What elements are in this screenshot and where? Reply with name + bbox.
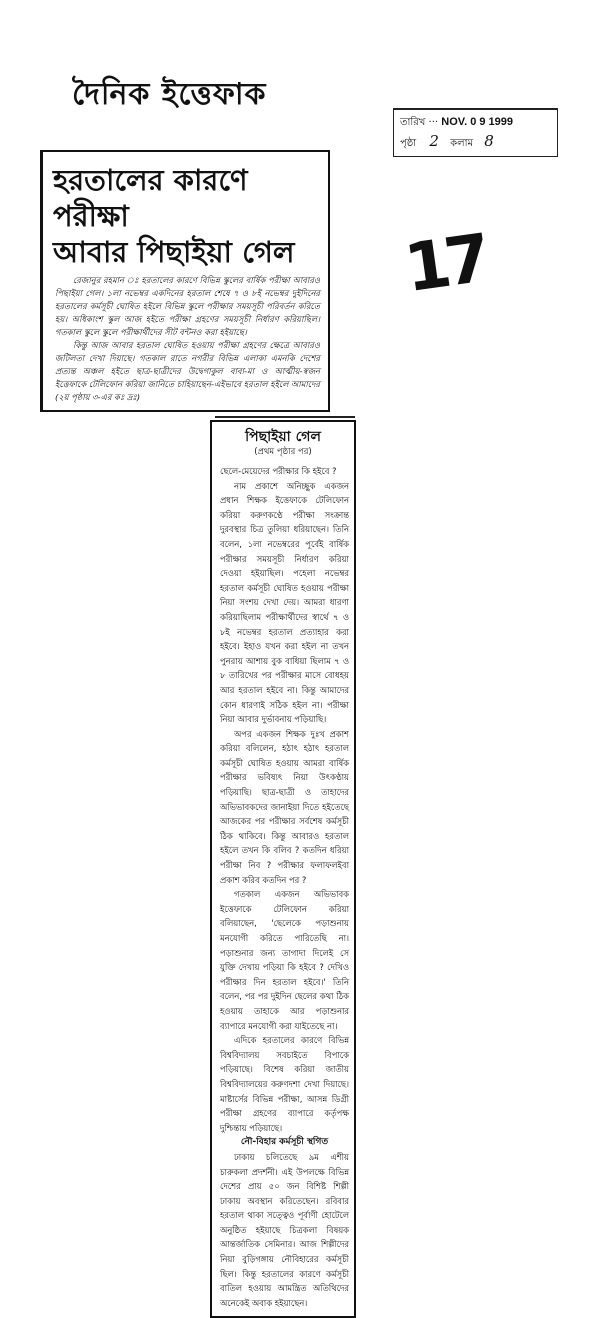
paragraph: ছেলে-মেয়েদের পরীক্ষার কি হইবে ?: [220, 466, 337, 476]
headline-line-1: হরতালের কারণে পরীক্ষা: [53, 163, 248, 233]
continued-article-clipping: [210, 420, 356, 1318]
clipping-reference-stamp: [393, 108, 558, 157]
date-label: তারিখ: [400, 117, 426, 128]
paragraph: এদিকে হরতালের কারণে বিভিন্ন বিশ্ববিদ্যালয় সবচাইতে বিপাকে পড়িয়াছে। বিশেষ করিয়া জাতীয় বিশ্ববিদ্যালয়ের করুণদশা দেখা দিয়াছে। মাষ্টার্সের বিভিন্ন পরীক্ষা, আসন্ন ডিগ্রী পরীক্ষা গ্রহণের ব্যাপারে কর্তৃপক্ষ দুশ্চিন্তায় পড়িয়াছে।: [220, 1035, 349, 1133]
article-body: [220, 464, 349, 1310]
date-value: NOV. 0 9 1999: [441, 116, 514, 128]
page-label: পৃষ্ঠা: [400, 138, 417, 149]
headline-line-2: আবার পিছাইয়া গেল: [53, 235, 295, 269]
date-row: তারিখ ··· NOV. 0 9 1999: [400, 116, 514, 128]
page-column-row: [400, 132, 553, 153]
continued-subtitle: (প্রথম পৃষ্ঠার পর): [254, 447, 312, 457]
article-body: [55, 274, 320, 404]
paragraph: রেজানুর রহমান ঃ হরতালের কারণে বিভিন্ন স্কুলের বার্ষিক পরীক্ষা আবারও পিছাইয়া গেল। ১লা নভেম্বর একদিনের হরতাল শেষে ৭ ও ৮ই নভেম্বর দুইদিনের হরতালের কর্মসূচী ঘোষিত হইলে বিভিন্ন স্কুলে পরীক্ষার সময়সূচী পরিবর্তন করিতে হয়। অধিকাংশ স্কুল আজ হইতে পরীক্ষা গ্রহণের সময়সূচী নির্ধারণ করিয়াছিল। গতকাল স্কুলে স্কুলে পরীক্ষার্থীদের সীট বন্টনও করা হইয়াছে।: [55, 275, 320, 337]
column-value: 8: [484, 132, 494, 150]
front-page-article-clipping: [40, 150, 330, 412]
article-headline: [53, 162, 322, 270]
paragraph: ঢাকায় চলিতেছে ৯ম এশীয় চারুকলা প্রদর্শনী। এই উপলক্ষে বিভিন্ন দেশের প্রায় ৫০ জন বিশিষ্ট শিল্পী ঢাকায় অবস্থান করিতেছেন। রবিবার হরতাল থাকা সত্ত্বেও পূর্বাণী হোটেলে অনুষ্ঠিত হইয়াছে চিত্রকলা বিষয়ক আন্তর্জাতিক সেমিনার। আজ শিল্পীদের নিয়া বুড়িগঙ্গায় নৌবিহারের কর্মসূচী ছিল। কিন্তু হরতালের কারণে কর্মসূচী বাতিল হওয়ায় আমন্ত্রিত অতিথিদের অনেকেই অবাক হইয়াছেন।: [220, 1151, 349, 1308]
newspaper-masthead: দৈনিক ইত্তেফাক: [72, 77, 267, 112]
clippings-column: [40, 150, 360, 1318]
paragraph: অপর একজন শিক্ষক দুঃখ প্রকাশ করিয়া বলিলেন, হঠাৎ হঠাৎ হরতাল কর্মসূচী ঘোষিত হওয়ায় আমরা বার্ষিক পরীক্ষার ভবিষ্যৎ নিয়া উৎকণ্ঠায় পড়িয়াছি। ছাত্র-ছাত্রী ও তাহাদের অভিভাবকদের জানাইয়া দিতে হইতেছে আজকের পর পরীক্ষার সর্বশেষ কর্মসূচী ঠিক থাকিবে। কিন্তু আবারও হরতাল হইলে তখন কি বলিব ? কতদিন ধরিয়া পরীক্ষা নিব ? পরীক্ষার ফলাফলইবা প্রকাশ করিব কতদিন পর ?: [220, 728, 349, 885]
handwritten-number: 17: [400, 219, 490, 308]
paragraph: কিন্তু আজ আবার হরতাল ঘোষিত হওয়ায় পরীক্ষা গ্রহণের ক্ষেত্রে আবারও জটিলতা দেখা দিয়াছে। গতকাল রাতে নগরীর বিভিন্ন এলাকা এমনকি দেশের প্রত্যন্ত অঞ্চল হইতে ছাত্র-ছাত্রীদের উদ্বেগাকুল বাবা-মা ও আত্মীয়-স্বজন ইত্তেফাকে টেলিফোন করিয়া জানিতে চাহিয়াছেন-এইভাবে হরতাল হইলে আমাদের (২য় পৃষ্ঠায় ৩-এর কঃ দ্রঃ): [55, 340, 320, 402]
continued-title: পিছাইয়া গেল: [245, 429, 321, 445]
subheading: নৌ-বিহার কর্মসূচী স্থগিত: [240, 1137, 329, 1148]
page-value: 2: [429, 132, 439, 150]
paragraph: নাম প্রকাশে অনিচ্ছুক একজন প্রধান শিক্ষক ইত্তেফাকে টেলিফোন করিয়া করুণকণ্ঠে পরীক্ষা সংক্রান্ত দুরবস্থার চিত্র তুলিয়া ধরিয়াছেন। তিনি বলেন, ১লা নভেম্বরের পূর্বেই বার্ষিক পরীক্ষার সময়সূচী নির্ধারণ করিয়া দেওয়া হইয়াছিল। পহেলা নভেম্বর হরতাল কর্মসূচী ঘোষিত হওয়ায় পরীক্ষা নিয়া সংশয় দেখা দেয়। আমরা ধারণা করিয়াছিলাম পরীক্ষার্থীদের স্বার্থে ৭ ও ৮ই নভেম্বর হরতাল প্রত্যাহার করা হইবে। ইহাও যখন করা হইল না তখন পুনরায় আশায় বুক বাধিয়া ছিলাম ৭ ও ৮ তারিখের পর পরীক্ষার মাসে বোধহয় আর হরতাল হইবে না। কিন্তু আমাদের কোন ধারণাই সঠিক হইল না। পরীক্ষা নিয়া আবার দুর্ভাবনায় পড়িয়াছি।: [220, 480, 349, 725]
column-label: কলাম: [450, 138, 474, 149]
divider: [215, 416, 355, 418]
paragraph: গতকাল একজন অভিভাবক ইত্তেফাকে টেলিফোন করিয়া বলিয়াছেন, 'ছেলেকে পড়াশুনায় মনযোগী করিতে পারিতেছি না। পড়াশুনার জন্য তাগাদা দিলেই সে যুক্তি দেখায় পড়িয়া কি হইবে ? দেখিও পরীক্ষার দিন হরতাল হইবে।' তিনি বলেন, পর পর দুইদিন ছেলের কথা ঠিক হওয়ায় তাহাকে আর পড়াশুনার ব্যাপারে মনযোগী করা যাইতেছে না।: [220, 889, 349, 1031]
